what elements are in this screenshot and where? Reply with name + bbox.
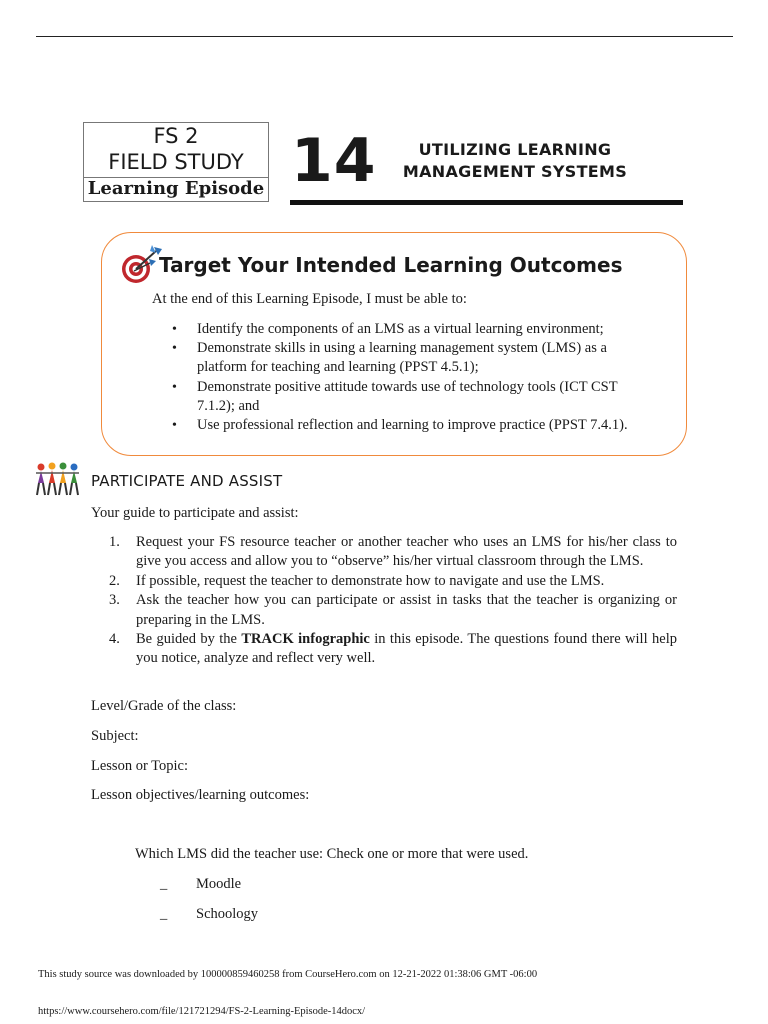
target-icon: [120, 243, 164, 287]
list-item: [109, 591, 677, 630]
fs-learning-episode-label: Learning Episode: [87, 178, 265, 199]
people-group-icon: [35, 461, 80, 497]
option-schoology: Schoology: [196, 906, 259, 922]
list-item: • Use professional reflection and learning to improve practice (PPST 7.4.1).: [172, 416, 652, 435]
list-number: 1.: [109, 534, 120, 550]
checkbox-blank[interactable]: _: [160, 906, 168, 922]
list-item: [109, 630, 677, 669]
participate-heading: PARTICIPATE AND ASSIST: [91, 472, 283, 490]
list-item: • Demonstrate skills in using a learning management system (LMS) as a platform for teaching and learning (PPST 4.5.1);: [172, 339, 652, 377]
list-number: 4.: [109, 631, 120, 648]
lesson-topic-label: Lesson or Topic:: [91, 758, 188, 774]
list-item-text: Request your FS resource teacher or another teacher who uses an LMS for his/her class to give you access and allow you to “observe” his/her virtual classroom through the LMS.: [136, 534, 677, 570]
fs-course-code: FS 2: [153, 124, 199, 148]
outcomes-intro: At the end of this Learning Episode, I must be able to:: [152, 291, 467, 307]
subject-label: Subject:: [91, 728, 139, 744]
participate-list: [109, 533, 677, 669]
lms-question: Which LMS did the teacher use: Check one or more that were used.: [135, 846, 529, 862]
list-item: • Identify the components of an LMS as a virtual learning environment;: [172, 320, 652, 339]
list-item: [109, 533, 677, 572]
outcomes-heading: Target Your Intended Learning Outcomes: [159, 253, 623, 277]
list-item: • Demonstrate positive attitude towards use of technology tools (ICT CST 7.1.2); and: [172, 378, 652, 416]
list-item-text: Be guided by the: [136, 631, 242, 648]
fs-field-study-label: FIELD STUDY: [108, 150, 244, 174]
outcomes-list: [172, 320, 652, 435]
list-item-text: If possible, request the teacher to demonstrate how to navigate and use the LMS.: [136, 572, 605, 589]
track-infographic-emphasis: TRACK infographic: [241, 631, 370, 648]
top-rule: [36, 36, 733, 37]
participate-intro: Your guide to participate and assist:: [91, 505, 299, 521]
episode-title: UTILIZING LEARNING MANAGEMENT SYSTEMS: [402, 140, 628, 181]
episode-number: 14: [291, 126, 377, 196]
list-item: [109, 572, 677, 591]
list-number: 3.: [109, 592, 120, 609]
list-number: 2.: [109, 572, 120, 589]
list-item-text-continued: in this episode. The questions found there will help you notice, analyze and reflect very well.: [136, 631, 677, 667]
lesson-objectives-label: Lesson objectives/learning outcomes:: [91, 787, 310, 803]
download-notice: This study source was downloaded by 100000859460258 from CourseHero.com on 12-21-2022 01:38:06 GMT -06:00: [38, 969, 538, 980]
level-grade-label: Level/Grade of the class:: [91, 698, 237, 714]
episode-title-underline: [290, 200, 683, 205]
checkbox-blank[interactable]: _: [160, 876, 168, 892]
source-url[interactable]: https://www.coursehero.com/file/121721294/FS-2-Learning-Episode-14docx/: [38, 1006, 366, 1017]
list-item-text: Ask the teacher how you can participate or assist in tasks that the teacher is organizing or preparing in the LMS.: [136, 592, 677, 628]
option-moodle: Moodle: [196, 876, 242, 892]
